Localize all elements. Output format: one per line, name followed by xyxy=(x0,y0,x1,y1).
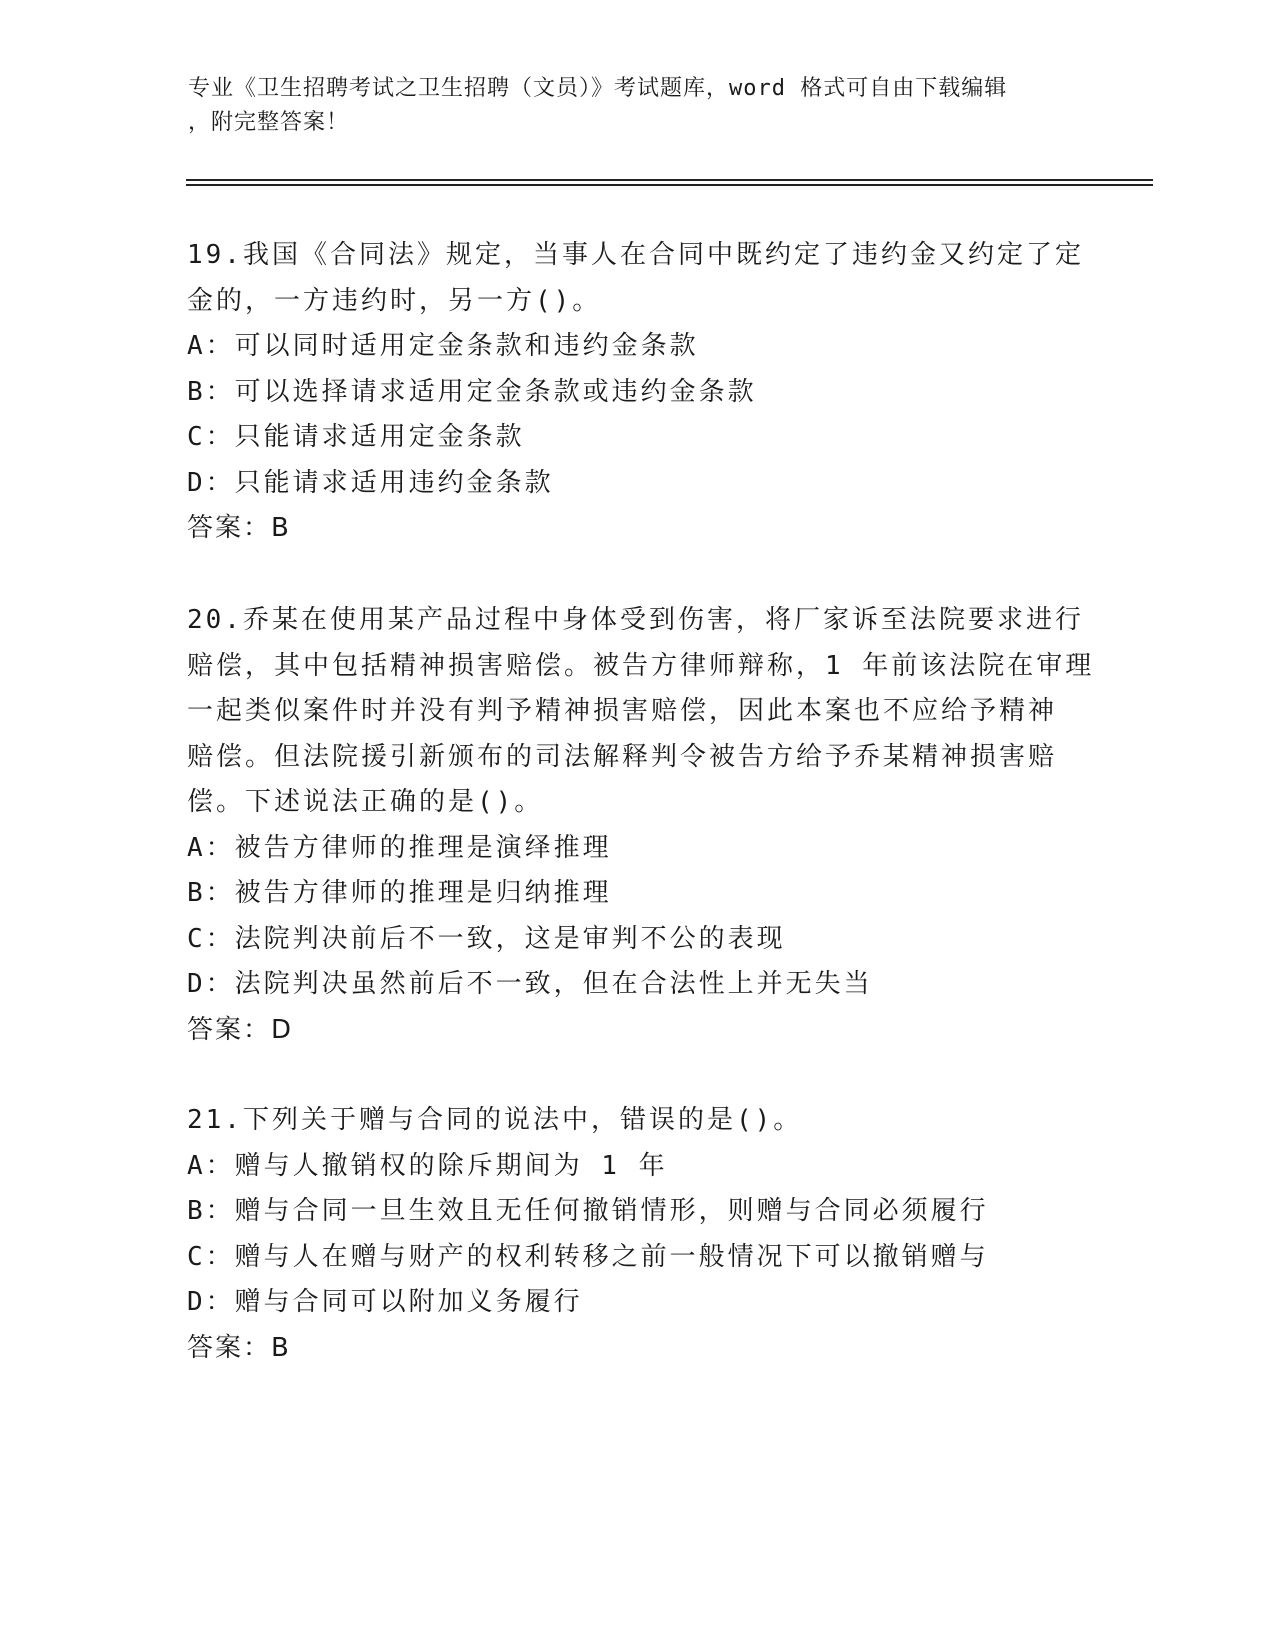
option-c: C：只能请求适用定金条款 xyxy=(187,422,525,452)
question-19 xyxy=(187,233,1087,552)
answer-label: 答案：B xyxy=(187,513,291,543)
question-stem-line: 20.乔某在使用某产品过程中身体受到伤害，将厂家诉至法院要求进行 xyxy=(187,605,1084,635)
header-note xyxy=(188,72,1088,140)
option-b: B：赠与合同一旦生效且无任何撤销情形，则赠与合同必须履行 xyxy=(187,1196,989,1226)
option-d: D：赠与合同可以附加义务履行 xyxy=(187,1287,583,1317)
header-divider-top xyxy=(186,179,1153,181)
question-21 xyxy=(187,1098,1087,1371)
question-stem-line: 金的，一方违约时，另一方()。 xyxy=(187,285,602,316)
option-a: A：被告方律师的推理是演绎推理 xyxy=(187,832,612,863)
question-20 xyxy=(187,598,1095,1053)
question-stem-line: 19.我国《合同法》规定，当事人在合同中既约定了违约金又约定了定 xyxy=(187,240,1084,270)
option-b: B：被告方律师的推理是归纳推理 xyxy=(187,878,612,908)
option-a: A：赠与人撤销权的除斥期间为 1 年 xyxy=(187,1150,668,1181)
question-stem-line: 一起类似案件时并没有判予精神损害赔偿，因此本案也不应给予精神 xyxy=(187,696,1058,726)
option-d: D：只能请求适用违约金条款 xyxy=(187,467,554,498)
header-divider-bottom xyxy=(186,184,1153,186)
option-c: C：法院判决前后不一致，这是审判不公的表现 xyxy=(187,923,786,954)
answer-label: 答案：D xyxy=(187,1014,294,1045)
option-a: A：可以同时适用定金条款和违约金条款 xyxy=(187,331,699,361)
question-stem-line: 赔偿。但法院援引新颁布的司法解释判令被告方给予乔某精神损害赔 xyxy=(187,741,1058,772)
option-d: D：法院判决虽然前后不一致，但在合法性上并无失当 xyxy=(187,969,873,999)
question-stem-line: 偿。下述说法正确的是()。 xyxy=(187,787,544,817)
option-c: C：赠与人在赠与财产的权利转移之前一般情况下可以撤销赠与 xyxy=(187,1241,989,1272)
question-stem-line: 21.下列关于赠与合同的说法中，错误的是()。 xyxy=(187,1105,803,1135)
answer-label: 答案：B xyxy=(187,1332,291,1363)
header-line: 专业《卫生招聘考试之卫生招聘（文员）》考试题库，word 格式可自由下载编辑 xyxy=(188,76,1008,101)
question-stem-line: 赔偿，其中包括精神损害赔偿。被告方律师辩称，1 年前该法院在审理 xyxy=(187,650,1095,681)
option-b: B：可以选择请求适用定金条款或违约金条款 xyxy=(187,376,757,407)
header-line: ，附完整答案！ xyxy=(188,110,350,135)
